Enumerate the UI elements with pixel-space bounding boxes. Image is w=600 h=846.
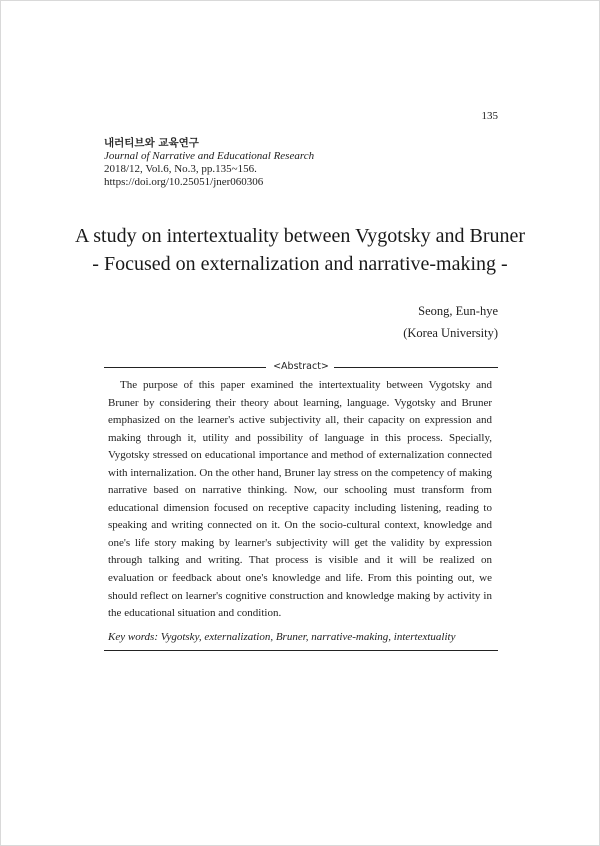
abstract-text: The purpose of this paper examined the intertextuality between Vygotsky and Bruner by considering their theory about learning, language. Vygotsky and Bruner emphasized on the learner's active subjectivity all, their capacity on expression and making through it, utility and possibility of language in this process. Specially, Vygotsky stressed on educational importance and method of externalization connected with internalization. On the other hand, Bruner lay stress on the competency of making narrative based on narrative thinking. Now, our schooling must transform from educational dimension focused on receptive capacity including listening, reading to speaking and writing connected on it. On the socio-cultural context, knowledge and one's life story making by learner's subjectivity will get the validity by expression through talking and writing. That process is visible and it will be realized on evaluation or feedback about one's knowledge and life. From this pointing out, we should reflect on learner's cognitive construction and knowledge making by activity in the educational situation and condition.	[108, 379, 492, 620]
abstract-header	[104, 360, 498, 374]
paper-title-block	[60, 222, 540, 278]
abstract-label: <Abstract>	[273, 361, 329, 372]
abstract-bottom-rule	[104, 650, 498, 651]
author-name: Seong, Eun-hye	[418, 304, 498, 318]
journal-korean-name: 내러티브와 교육연구	[104, 137, 199, 149]
page-number: 135	[481, 110, 498, 122]
author-affiliation: (Korea University)	[403, 326, 498, 340]
abstract-rule-right	[334, 367, 498, 368]
journal-doi[interactable]: https://doi.org/10.25051/jner060306	[104, 176, 264, 188]
journal-info	[104, 137, 314, 189]
author-block	[403, 300, 498, 344]
paper-title: A study on intertextuality between Vygotsky and Bruner	[74, 225, 526, 247]
journal-english-name: Journal of Narrative and Educational Research	[104, 150, 315, 162]
paper-subtitle: - Focused on externalization and narrative-making -	[92, 253, 508, 275]
journal-issue: 2018/12, Vol.6, No.3, pp.135~156.	[104, 163, 257, 175]
keywords: Key words: Vygotsky, externalization, Bruner, narrative-making, intertextuality	[108, 631, 456, 643]
